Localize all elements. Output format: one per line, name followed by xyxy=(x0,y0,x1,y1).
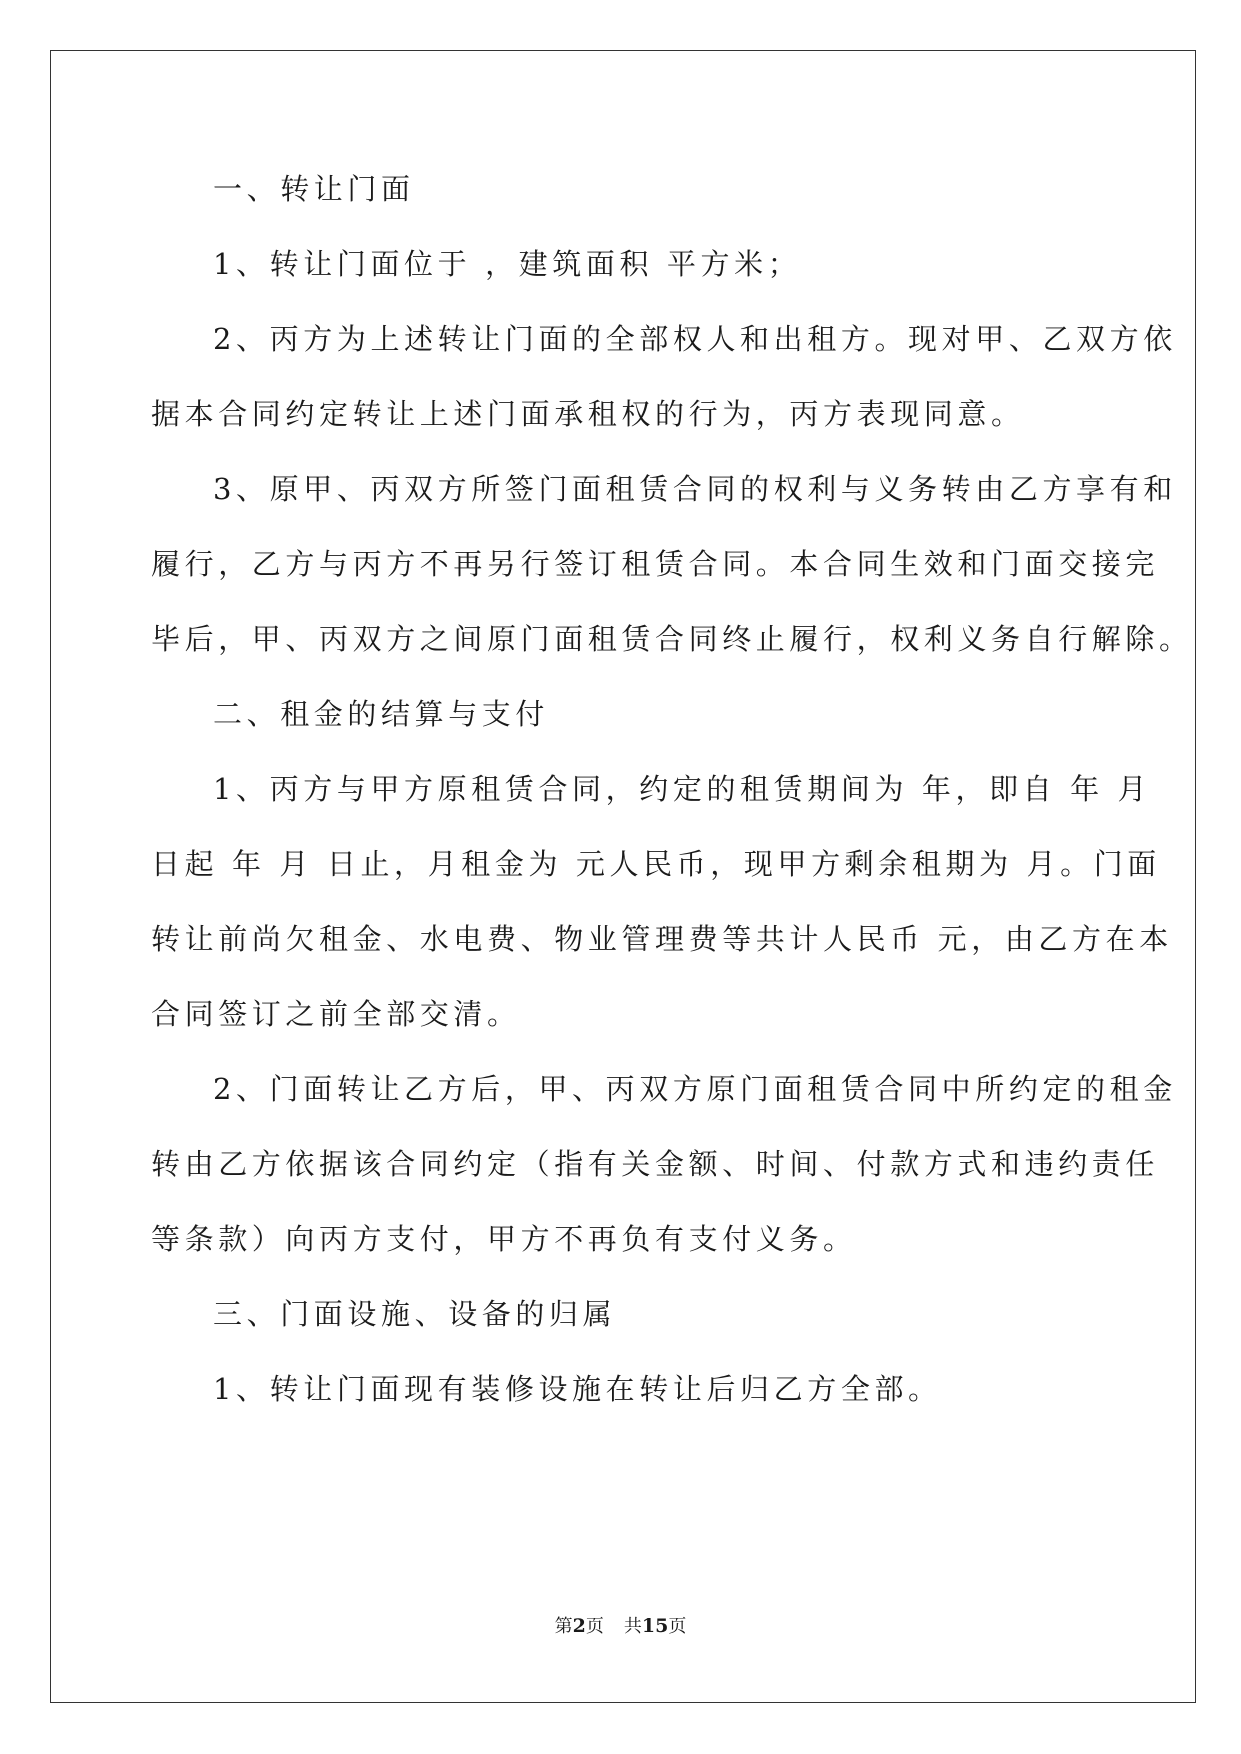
paragraph-line: 履行，乙方与丙方不再另行签订租赁合同。本合同生效和门面交接完 xyxy=(151,547,1160,581)
page-current: 2 xyxy=(572,1615,586,1637)
page-prefix: 第 xyxy=(554,1616,573,1637)
paragraph-line: 毕后，甲、丙双方之间原门面租赁合同终止履行，权利义务自行解除。 xyxy=(151,622,1193,656)
section-heading-2: 二、租金的结算与支付 xyxy=(213,697,550,731)
page-suffix: 页 xyxy=(585,1616,604,1637)
paragraph-line: 日起 年 月 日止，月租金为 元人民币，现甲方剩余租期为 月。门面 xyxy=(151,847,1161,881)
page-footer xyxy=(0,1612,1241,1638)
section-heading-3: 三、门面设施、设备的归属 xyxy=(213,1297,617,1331)
paragraph-line: 转让前尚欠租金、水电费、物业管理费等共计人民币 元，由乙方在本 xyxy=(151,922,1173,956)
section-heading-1: 一、转让门面 xyxy=(213,172,415,206)
paragraph-line: 1、丙方与甲方原租赁合同，约定的租赁期间为 年，即自 年 月 xyxy=(213,772,1152,806)
total-prefix: 共 xyxy=(623,1616,642,1637)
total-suffix: 页 xyxy=(668,1616,687,1637)
document-body xyxy=(151,163,1193,1438)
paragraph-line: 据本合同约定转让上述门面承租权的行为，丙方表现同意。 xyxy=(151,397,1025,431)
paragraph-line: 1、转让门面现有装修设施在转让后归乙方全部。 xyxy=(213,1372,942,1406)
paragraph-line: 合同签订之前全部交清。 xyxy=(151,997,521,1031)
page-total: 15 xyxy=(641,1615,669,1637)
paragraph-line: 3、原甲、丙双方所签门面租赁合同的权利与义务转由乙方享有和 xyxy=(213,472,1177,506)
paragraph-line: 等条款）向丙方支付，甲方不再负有支付义务。 xyxy=(151,1222,857,1256)
paragraph-line: 1、转让门面位于 ，建筑面积 平方米； xyxy=(213,247,802,281)
paragraph-line: 2、丙方为上述转让门面的全部权人和出租方。现对甲、乙双方依 xyxy=(213,322,1177,356)
paragraph-line: 2、门面转让乙方后，甲、丙双方原门面租赁合同中所约定的租金 xyxy=(213,1072,1177,1106)
paragraph-line: 转由乙方依据该合同约定（指有关金额、时间、付款方式和违约责任 xyxy=(151,1147,1160,1181)
